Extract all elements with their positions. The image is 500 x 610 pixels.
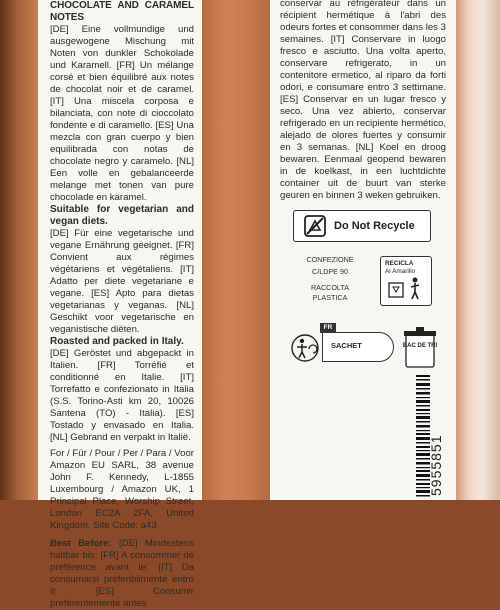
sachet-label: SACHET [331, 341, 362, 350]
no-recycle-icon [304, 215, 326, 237]
recycling-label-panel [270, 0, 456, 500]
barcode-digits: 5955851 [428, 434, 444, 496]
conf-line: RACCOLTA [310, 283, 350, 292]
fr-tag: FR [320, 323, 336, 333]
bag-left-edge [0, 0, 38, 500]
recycle-bin-icon [385, 275, 425, 301]
diet-heading: Suitable for vegetarian and vegan diets. [50, 204, 194, 227]
conf-line: PLASTICA [312, 293, 348, 302]
sorting-bin-icon [402, 325, 438, 369]
distributor-text: For / Für / Pour / Per / Para / Voor Amazon EU SARL, 38 avenue John F. Kennedy, L-1855 Luxembourg / Amazon UK, 1 Principal Place, Worship Street, London EC2A 2FA, United Kingdom. Site Code: a43 [50, 448, 194, 531]
recicla-box [380, 256, 432, 306]
roasted-heading: Roasted and packed in Italy. [50, 336, 184, 347]
best-before-text: [DE] Mindestens haltbar bis: [FR] A consommer de préférence avant le: [IT] Da consumarsi preferibilmente entro il: [ES] Consumir preferentemente antes [50, 538, 194, 609]
flavor-description: [DE] Eine vollmundige und ausgewogene Mischung mit Noten von dunkler Schokolade und Karamell. [FR] Un mélange corsé et bien équilibré aux notes de chocolat noir et de caramel. [IT] Una miscela corposa e bilanciata, con note di cioccolato fondente e di caramello. [ES] Una mezcla con gran cuerpo y bien equilibrada con notas de chocolate negro y caramelo. [NL] Een volle en gebalanceerde melange met tonen van pure chocolade en karamel. [50, 24, 194, 203]
storage-text: conservar au réfrigérateur dans un récipient hermétique à l'abri des odeurs fortes et consommer dans les 3 semaines. [IT] Conservare in luogo fresco e asciutto. Una volta aperto, conservare refrigerato, in un contenitore ermetico, al riparo da forti odori, e consumare entro 3 settimane. [ES] Conservar en un lugar fresco y seco. Una vez abierto, conservar refrigerado en un recipiente hermético, alejado de olores fuertes y consumir en 3 semanas. [NL] Koel en droog bewaren. Eenmaal geopend bewaren in de koelkast, in een luchtdichte container uit de buurt van sterke geuren en binnen 3 weken gebruiken. [280, 0, 446, 201]
roasted-text: [DE] Geröstet und abgepackt in Italien. [FR] Torréfié et conditionné en Italie. [IT] Torrefatto e confezionato in Italia (S.S. Torino-Asti km 20, 10026 Santena (TO) - Italia). [ES] Tostado y envasado en Italia. [NL] Gebrand en verpakt in Italië. [50, 348, 194, 443]
bac-de-tri-label: BAC DE TRI [402, 343, 438, 349]
conf-line: CONFEZIONE [306, 255, 354, 264]
triman-icon [290, 333, 320, 363]
ingredients-label-panel [38, 0, 202, 609]
diet-text: [DE] Für eine vegetarische und vegane Ernährung geeignet. [FR] Convient aux régimes végétariens et végétaliens. [IT] Adatto per diete vegetariane e vegane. [ES] Apto para dietas vegetarianas y veganas. [NL] Geschikt voor vegetarische en veganistische diëten. [50, 228, 194, 335]
do-not-recycle-label: Do Not Recycle [334, 220, 415, 232]
best-before-line [50, 538, 194, 610]
do-not-recycle-badge [293, 210, 431, 242]
sachet-pill [322, 332, 394, 362]
bag-right-edge [456, 0, 500, 500]
recicla-subtitle: Al Amarillo [385, 267, 416, 275]
triman-info-row [290, 323, 444, 371]
packaging-code-block [300, 255, 360, 303]
conf-line: C/LDPE 90 [312, 267, 348, 276]
flavor-heading: CHOCOLATE AND CARAMEL NOTES [50, 0, 194, 23]
bag-center-gusset [202, 0, 270, 500]
recicla-title: RECICLA [385, 260, 414, 267]
best-before-label: Best Before: [50, 538, 112, 549]
